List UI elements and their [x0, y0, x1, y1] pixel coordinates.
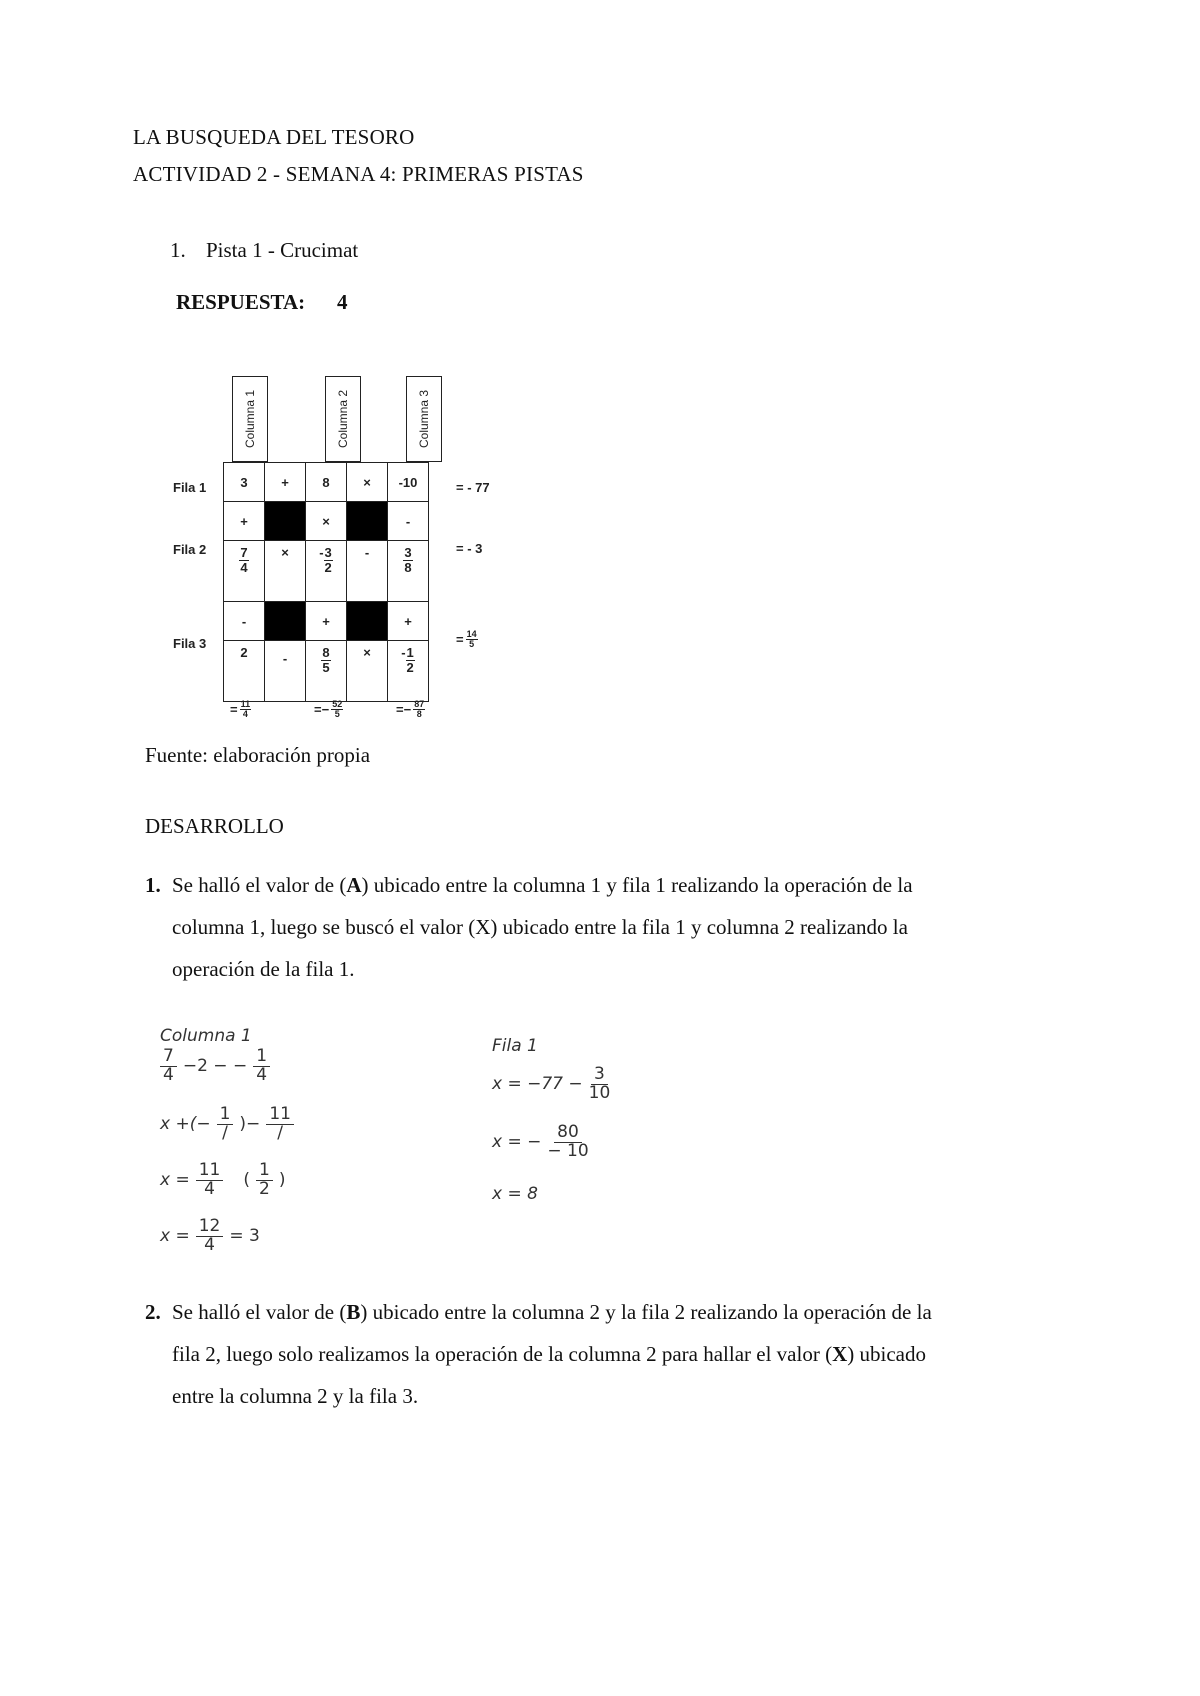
math-row: x = $\frac{12}{4}$ = 3 [160, 1216, 260, 1255]
grid-row [224, 502, 429, 541]
math-row: x = −77 − $\frac{3}{10}$ [492, 1064, 611, 1103]
grid-cell: - $\frac{3}{2}$ [306, 541, 347, 602]
row-label-3: Fila 3 [173, 636, 207, 651]
grid-row [224, 641, 429, 702]
grid-cell: $\frac{7}{4}$ [224, 541, 265, 602]
math-row: x = 8 [492, 1184, 538, 1204]
section-title: DESARROLLO [145, 814, 284, 838]
grid-cell: + [224, 502, 265, 541]
step-1-line-3: operación de la fila 1. [172, 957, 355, 981]
grid-cell: × [347, 641, 388, 702]
grid-cell: × [306, 502, 347, 541]
column-header-3: Columna 3 [406, 376, 442, 462]
row-label-1: Fila 1 [173, 480, 207, 495]
grid-cell: - $\frac{1}{2}$ [388, 641, 429, 702]
math-row: x = − $\frac{80}{- 10}$ [492, 1122, 589, 1161]
row-label-2: Fila 2 [173, 542, 207, 557]
row-result-2: = - 3 [456, 541, 483, 556]
grid-row [224, 602, 429, 641]
grid-cell: - [224, 602, 265, 641]
step-1-number: 1. [145, 873, 161, 897]
column-result-1: = $\frac{11}{4}$ [230, 699, 251, 720]
row-result-3: = $\frac{14}{5}$ [456, 629, 477, 650]
crossword-grid [223, 462, 429, 702]
row-result-1: = - 77 [456, 480, 490, 495]
grid-cell: $\frac{8}{5}$ [306, 641, 347, 702]
math-label: Columna 1 [160, 1026, 252, 1046]
answer-label: RESPUESTA: [176, 290, 306, 314]
grid-cell: × [347, 463, 388, 502]
black-cell [347, 502, 388, 541]
step-1-line-2: columna 1, luego se buscó el valor (X) ubicado entre la fila 1 y columna 2 realizando la [172, 915, 908, 939]
grid-cell: - [388, 502, 429, 541]
step-2-line-1: Se halló el valor de (B) ubicado entre la columna 2 y la fila 2 realizando la operación de la [172, 1300, 932, 1324]
pista-number: 1. [170, 238, 186, 262]
grid-cell: × [265, 541, 306, 602]
document-subtitle: ACTIVIDAD 2 - SEMANA 4: PRIMERAS PISTAS [133, 162, 584, 186]
column-result-3: =− $\frac{87}{8}$ [396, 699, 425, 720]
grid-cell: - [347, 541, 388, 602]
grid-cell: -10 [388, 463, 429, 502]
answer-value: 4 [337, 290, 348, 314]
column-header-2: Columna 2 [325, 376, 361, 462]
pista-label: Pista 1 - Crucimat [206, 238, 359, 262]
figure-source: Fuente: elaboración propia [145, 743, 371, 767]
grid-cell: 8 [306, 463, 347, 502]
grid-cell: + [388, 602, 429, 641]
grid-cell: - [265, 641, 306, 702]
step-2-number: 2. [145, 1300, 161, 1324]
math-row: $\frac{7}{4}$ −2 − − $\frac{1}{4}$ [160, 1048, 270, 1085]
column-result-2: =− $\frac{52}{5}$ [314, 699, 343, 720]
math-row: x +(− $\frac{1}{/}$ )− $\frac{11}{/}$ [160, 1106, 294, 1143]
step-2-line-3: entre la columna 2 y la fila 3. [172, 1384, 419, 1408]
column-header-1: Columna 1 [232, 376, 268, 462]
document-title: LA BUSQUEDA DEL TESORO [133, 125, 415, 149]
black-cell [265, 602, 306, 641]
grid-row [224, 463, 429, 502]
grid-cell: + [265, 463, 306, 502]
grid-cell: + [306, 602, 347, 641]
black-cell [265, 502, 306, 541]
math-row: x = $\frac{11}{4}$ ( $\frac{1}{2}$ ) [160, 1160, 286, 1199]
step-2-line-2: fila 2, luego solo realizamos la operación de la columna 2 para hallar el valor (X) ubicado [172, 1342, 926, 1366]
grid-cell: 3 [224, 463, 265, 502]
grid-cell: 2 [224, 641, 265, 702]
grid-row [224, 541, 429, 602]
step-1-line-1: Se halló el valor de (A) ubicado entre la columna 1 y fila 1 realizando la operación de la [172, 873, 913, 897]
black-cell [347, 602, 388, 641]
math-label: Fila 1 [492, 1036, 538, 1056]
grid-cell: $\frac{3}{8}$ [388, 541, 429, 602]
